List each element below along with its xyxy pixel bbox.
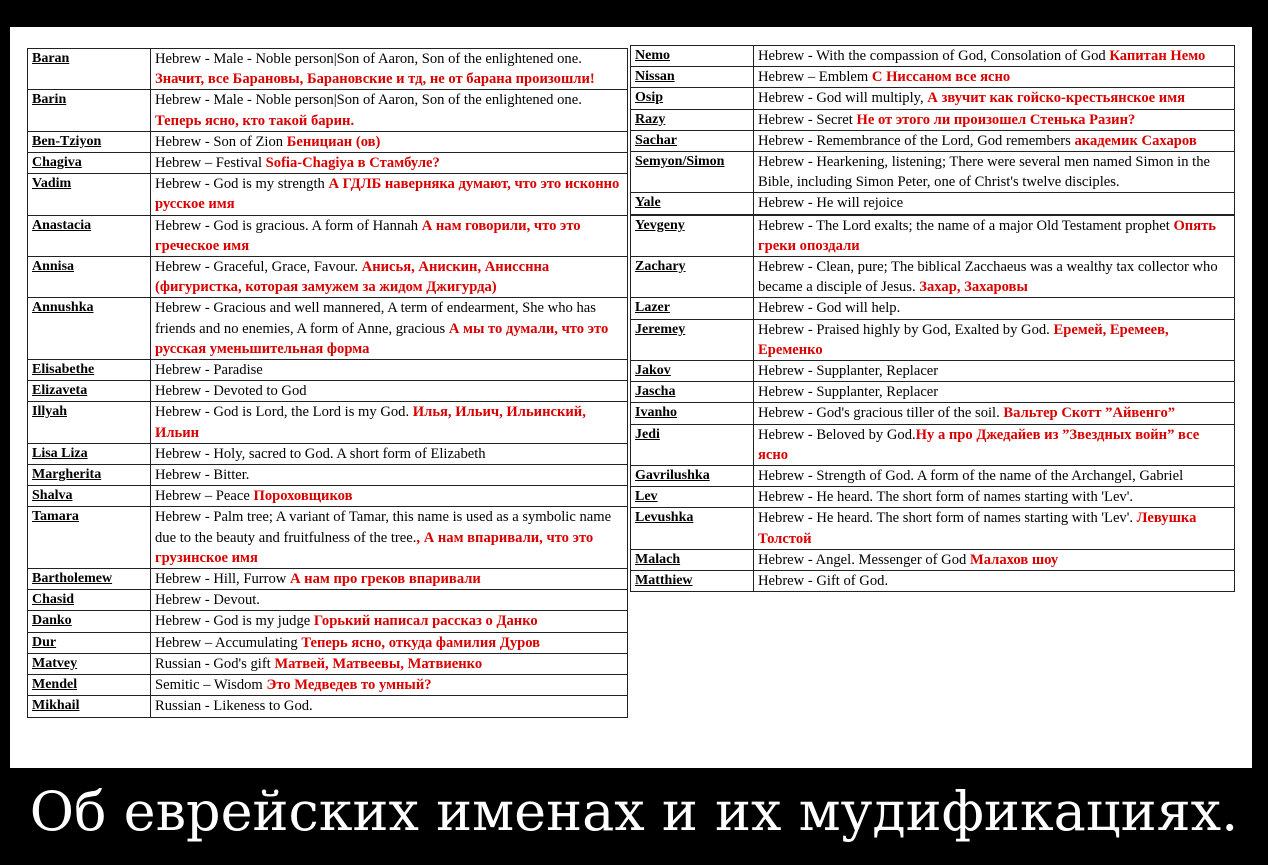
russian-comment: Значит, все Барановы, Барановские и тд, не от барана произошли! [155, 71, 595, 88]
english-meaning: Hebrew - God is my strength [155, 176, 329, 193]
name-cell: Chagiva [28, 153, 151, 174]
table-row [28, 360, 628, 381]
english-meaning: Hebrew - Palm tree; A variant of Tamar, this name is used as a symbolic name due to the beauty and fruitfulness of the tree. [155, 509, 612, 546]
english-meaning: Hebrew - God is Lord, the Lord is my God. [155, 404, 413, 421]
table-row [28, 486, 628, 507]
meaning-cell [151, 486, 628, 507]
english-meaning: Hebrew - He heard. The short form of names starting with 'Lev'. [758, 510, 1137, 527]
russian-comment: А ГДЛБ наверняка думают, что это исконно русское имя [155, 176, 620, 213]
name-cell: Jascha [631, 382, 754, 403]
table-row [631, 46, 1235, 67]
english-meaning: Hebrew - With the compassion of God, Consolation of God [758, 48, 1110, 64]
meaning-cell [754, 130, 1235, 151]
table-row [28, 675, 628, 696]
meaning-cell [754, 215, 1235, 256]
meaning-cell [754, 257, 1235, 298]
meaning-cell [151, 131, 628, 152]
table-row [631, 67, 1235, 88]
russian-comment: академик Сахаров [1074, 132, 1197, 149]
name-cell: Tamara [28, 507, 151, 569]
english-meaning: Hebrew - The Lord exalts; the name of a major Old Testament prophet [758, 217, 1174, 234]
meaning-cell [151, 653, 628, 674]
name-cell: Jakov [631, 361, 754, 382]
name-cell: Vadim [28, 174, 151, 215]
name-cell: Gavrilushka [631, 466, 754, 487]
name-cell: Yevgeny [631, 215, 754, 256]
meaning-cell [151, 443, 628, 464]
russian-comment: Матвей, Матвеевы, Матвиенко [274, 655, 483, 672]
name-cell: Matvey [28, 653, 151, 674]
russian-comment: , А нам впаривали, что это грузинское имя [155, 529, 594, 566]
table-row [28, 465, 628, 486]
english-meaning: Hebrew - Supplanter, Replacer [758, 384, 939, 401]
russian-comment: Sofia-Chagiya в Стамбуле? [265, 155, 440, 172]
table-row [631, 298, 1235, 319]
russian-comment: Пороховщиков [253, 488, 353, 505]
table-row [631, 257, 1235, 298]
left-names-table-panel [27, 48, 628, 740]
meaning-cell [151, 632, 628, 653]
table-row [28, 443, 628, 464]
name-cell: Ben-Tziyon [28, 131, 151, 152]
english-meaning: Hebrew - Paradise [155, 362, 263, 379]
name-cell: Danko [28, 611, 151, 632]
english-meaning: Hebrew - Angel. Messenger of God [758, 551, 970, 568]
meaning-cell [151, 174, 628, 215]
name-cell: Nissan [631, 67, 754, 88]
english-meaning: Hebrew - God is gracious. A form of Hannah [155, 217, 422, 234]
name-cell: Chasid [28, 590, 151, 611]
name-cell: Mendel [28, 675, 151, 696]
name-cell: Mikhail [28, 696, 151, 717]
name-cell: Elizaveta [28, 381, 151, 402]
right-names-table [630, 45, 1235, 592]
meaning-cell [151, 298, 628, 360]
english-meaning: Hebrew - Bitter. [155, 467, 250, 484]
english-meaning: Hebrew - Hearkening, listening; There were several men named Simon in the Bible, including Simon Peter, one of Christ's twelve disciples. [758, 154, 1210, 191]
english-meaning: Hebrew - Remembrance of the Lord, God remembers [758, 132, 1075, 149]
name-cell: Margherita [28, 465, 151, 486]
name-cell: Anastacia [28, 215, 151, 256]
russian-comment: Анисья, Анискин, Анисснна (фигуристка, которая замужем за жидом Джигурда) [155, 259, 550, 296]
english-meaning: Hebrew - He will rejoice [758, 195, 904, 212]
english-meaning: Hebrew - Gift of God. [758, 573, 889, 590]
english-meaning: Russian - Likeness to God. [155, 698, 313, 715]
table-row [631, 193, 1235, 214]
russian-comment: Еремей, Еремеев, Еременко [758, 321, 1169, 358]
russian-comment: С Ниссаном все ясно [871, 69, 1011, 86]
table-row [631, 403, 1235, 424]
meaning-cell [151, 153, 628, 174]
meaning-cell [151, 402, 628, 443]
english-meaning: Hebrew - Supplanter, Replacer [758, 363, 939, 380]
table-row [631, 571, 1235, 592]
name-cell: Elisabethe [28, 360, 151, 381]
table-row [28, 632, 628, 653]
table-row [631, 487, 1235, 508]
name-cell: Baran [28, 49, 151, 90]
meaning-cell [754, 193, 1235, 214]
english-meaning: Hebrew - He heard. The short form of names starting with 'Lev'. [758, 489, 1133, 506]
table-row [28, 298, 628, 360]
english-meaning: Hebrew – Peace [155, 488, 254, 505]
name-cell: Lazer [631, 298, 754, 319]
english-meaning: Hebrew - Devout. [155, 592, 260, 609]
table-row [28, 590, 628, 611]
english-meaning: Hebrew - Holy, sacred to God. A short form of Elizabeth [155, 445, 486, 462]
russian-comment: Малахов шоу [969, 551, 1059, 568]
russian-comment: Вальтер Скотт ”Айвенго” [1003, 405, 1176, 422]
meaning-cell [151, 215, 628, 256]
russian-comment: Теперь ясно, кто такой барин. [155, 112, 355, 129]
right-names-table-panel [630, 45, 1235, 735]
meaning-cell [151, 675, 628, 696]
meaning-cell [151, 507, 628, 569]
russian-comment: А звучит как гойско-крестьянское имя [927, 90, 1186, 107]
meaning-cell [754, 319, 1235, 360]
english-meaning: Hebrew - Beloved by God. [758, 426, 916, 443]
table-row [631, 88, 1235, 109]
russian-comment: Капитан Немо [1109, 48, 1206, 64]
poster-caption: Об еврейских именах и их мудификациях. [29, 780, 1239, 843]
english-meaning: Hebrew - God's gracious tiller of the soil. [758, 405, 1004, 422]
russian-comment: Не от этого ли произошел Стенька Разин? [856, 111, 1136, 128]
russian-comment: Илья, Ильич, Ильинский, Ильин [155, 404, 586, 441]
meaning-cell [754, 549, 1235, 570]
meaning-cell [151, 569, 628, 590]
english-meaning: Hebrew - God will help. [758, 300, 901, 317]
table-row [28, 49, 628, 90]
english-meaning: Hebrew - God is my judge [155, 613, 314, 630]
meaning-cell [754, 508, 1235, 549]
name-cell: Nemo [631, 46, 754, 67]
meaning-cell [754, 361, 1235, 382]
russian-comment: Это Медведев то умный? [266, 677, 432, 694]
table-row [631, 130, 1235, 151]
name-cell: Jeremey [631, 319, 754, 360]
name-cell: Malach [631, 549, 754, 570]
russian-comment: Бенициан (ов) [286, 133, 381, 150]
table-row [631, 361, 1235, 382]
russian-comment: Ну а про Джедайев из ”Звездных войн” все ясно [758, 426, 1200, 463]
english-meaning: Hebrew – Accumulating [155, 634, 302, 651]
name-cell: Jedi [631, 424, 754, 465]
english-meaning: Hebrew - Hill, Furrow [155, 571, 290, 588]
name-cell: Annisa [28, 257, 151, 298]
table-row [28, 653, 628, 674]
meaning-cell [151, 381, 628, 402]
meaning-cell [151, 465, 628, 486]
table-row [631, 549, 1235, 570]
meaning-cell [151, 90, 628, 131]
meaning-cell [754, 382, 1235, 403]
english-meaning: Semitic – Wisdom [155, 677, 267, 694]
name-cell: Levushka [631, 508, 754, 549]
table-row [28, 381, 628, 402]
meaning-cell [754, 46, 1235, 67]
table-row [28, 257, 628, 298]
name-cell: Semyon/Simon [631, 152, 754, 193]
table-row [631, 382, 1235, 403]
russian-comment: Горький написал рассказ о Данко [313, 613, 538, 630]
english-meaning: Hebrew - Secret [758, 111, 857, 128]
table-row [28, 696, 628, 717]
table-row [28, 153, 628, 174]
meaning-cell [151, 590, 628, 611]
name-cell: Razy [631, 109, 754, 130]
table-row [28, 131, 628, 152]
english-meaning: Hebrew - Devoted to God [155, 383, 307, 400]
english-meaning: Hebrew - Strength of God. A form of the name of the Archangel, Gabriel [758, 468, 1184, 485]
meaning-cell [754, 571, 1235, 592]
meaning-cell [754, 424, 1235, 465]
name-cell: Dur [28, 632, 151, 653]
table-row [28, 90, 628, 131]
english-meaning: Hebrew - Clean, pure; The biblical Zacchaeus was a wealthy tax collector who became a disciple of Jesus. [758, 259, 1218, 296]
english-meaning: Hebrew - Praised highly by God, Exalted by God. [758, 321, 1054, 338]
name-cell: Annushka [28, 298, 151, 360]
russian-comment: Опять греки опоздали [758, 217, 1216, 254]
table-row [28, 174, 628, 215]
meaning-cell [151, 696, 628, 717]
meaning-cell [754, 152, 1235, 193]
left-names-table [27, 48, 628, 718]
russian-comment: Левушка Толстой [758, 510, 1197, 547]
russian-comment: Захар, Захаровы [919, 279, 1028, 296]
table-row [631, 424, 1235, 465]
table-row [631, 319, 1235, 360]
name-cell: Lisa Liza [28, 443, 151, 464]
english-meaning: Hebrew - Male - Noble person|Son of Aaron, Son of the enlightened one. [155, 92, 582, 109]
meaning-cell [754, 403, 1235, 424]
table-row [631, 466, 1235, 487]
russian-comment: А нам говорили, что это греческое имя [155, 217, 581, 254]
english-meaning: Russian - God's gift [155, 655, 275, 672]
name-cell: Illyah [28, 402, 151, 443]
name-cell: Ivanho [631, 403, 754, 424]
name-cell: Matthiew [631, 571, 754, 592]
table-row [28, 215, 628, 256]
meaning-cell [754, 88, 1235, 109]
name-cell: Osip [631, 88, 754, 109]
russian-comment: Теперь ясно, откуда фамилия Дуров [301, 634, 541, 651]
meaning-cell [754, 67, 1235, 88]
russian-comment: А нам про греков впаривали [289, 571, 481, 588]
english-meaning: Hebrew – Emblem [758, 69, 872, 86]
russian-comment: А мы то думали, что это русская уменьшительная форма [155, 320, 609, 357]
english-meaning: Hebrew - Male - Noble person|Son of Aaron, Son of the enlightened one. [155, 51, 582, 67]
meaning-cell [754, 487, 1235, 508]
english-meaning: Hebrew - God will multiply, [758, 90, 928, 107]
name-cell: Zachary [631, 257, 754, 298]
english-meaning: Hebrew – Festival [155, 155, 266, 172]
english-meaning: Hebrew - Son of Zion [155, 133, 287, 150]
table-row [631, 215, 1235, 256]
table-row [28, 507, 628, 569]
meaning-cell [754, 466, 1235, 487]
name-cell: Barin [28, 90, 151, 131]
name-cell: Shalva [28, 486, 151, 507]
table-row [631, 109, 1235, 130]
meaning-cell [151, 611, 628, 632]
name-cell: Yale [631, 193, 754, 214]
meaning-cell [754, 298, 1235, 319]
table-row [631, 508, 1235, 549]
english-meaning: Hebrew - Graceful, Grace, Favour. [155, 259, 362, 276]
english-meaning: Hebrew - Gracious and well mannered, A term of endearment, She who has friends and no enemies, A form of Anne, gracious [155, 300, 596, 337]
table-row [631, 152, 1235, 193]
meaning-cell [754, 109, 1235, 130]
meaning-cell [151, 257, 628, 298]
meaning-cell [151, 49, 628, 90]
name-cell: Sachar [631, 130, 754, 151]
table-row [28, 569, 628, 590]
meaning-cell [151, 360, 628, 381]
table-row [28, 611, 628, 632]
name-cell: Bartholemew [28, 569, 151, 590]
table-row [28, 402, 628, 443]
name-cell: Lev [631, 487, 754, 508]
